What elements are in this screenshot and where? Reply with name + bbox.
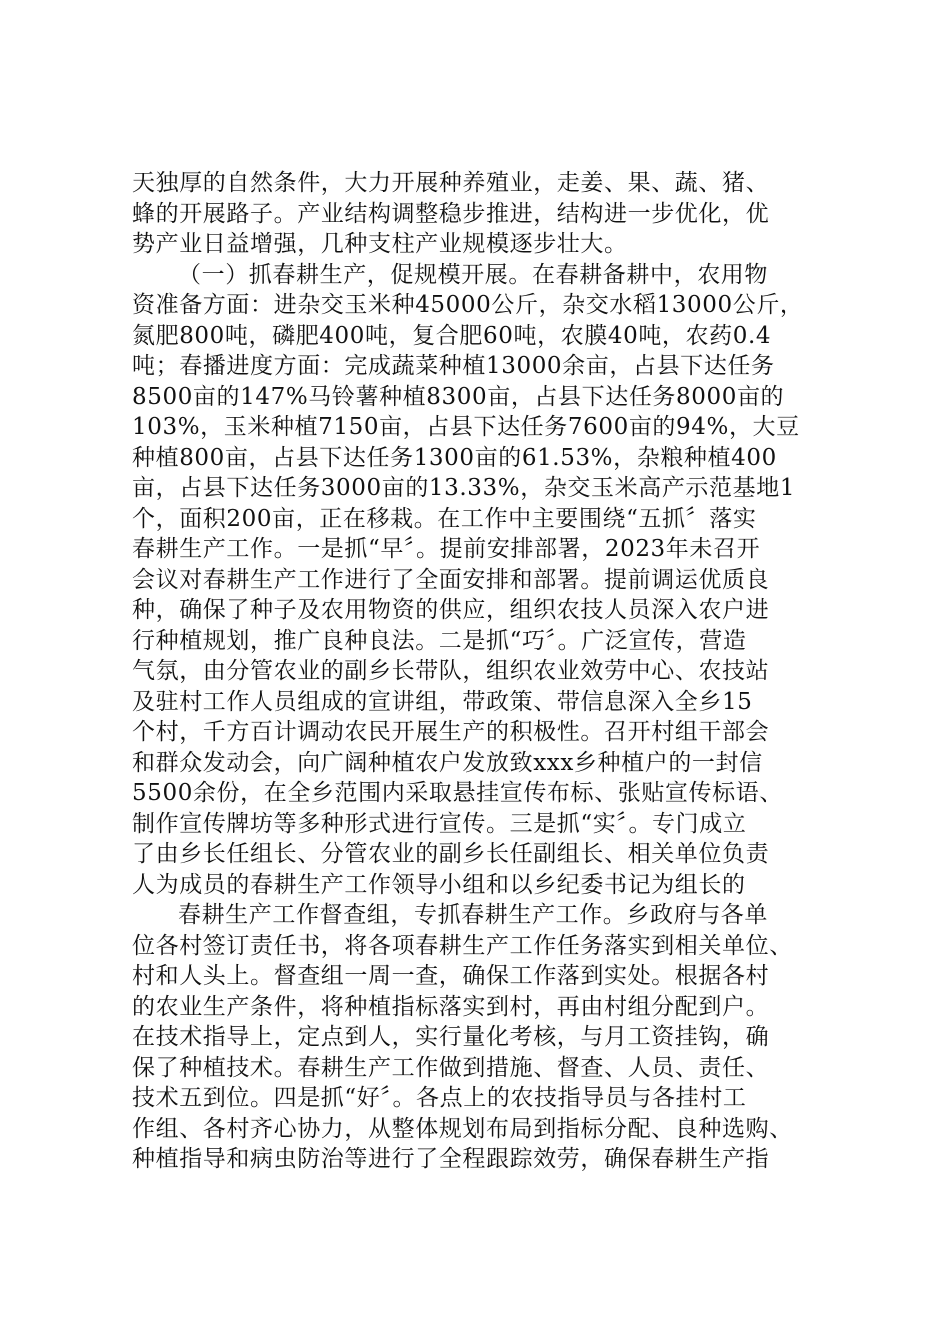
- text-line: 亩，占县下达任务3000亩的13.33%，杂交玉米高产示范基地1: [132, 475, 796, 501]
- text-line: 气氛，由分管农业的副乡长带队，组织农业效劳中心、农技站: [132, 658, 770, 684]
- text-line: 个村，千方百计调动农民开展生产的积极性。召开村组干部会: [132, 719, 770, 745]
- text-line: 位各村签订责任书，将各项春耕生产工作任务落实到相关单位、: [132, 932, 793, 959]
- text-line: 吨；春播进度方面：完成蔬菜种植13000余亩，占县下达任务: [132, 353, 775, 379]
- body-text: [132, 168, 832, 1175]
- text-line: 蜂的开展路子。产业结构调整稳步推进，结构进一步优化，优: [132, 200, 770, 227]
- text-line: 技术五到位。四是抓“好〞。各点上的农技指导员与各挂村工: [132, 1085, 747, 1111]
- text-line: 及驻村工作人员组成的宣讲组，带政策、带信息深入全乡15: [132, 688, 753, 715]
- text-line: 资准备方面：进杂交玉米种45000公斤，杂交水稻13000公斤，: [132, 292, 804, 318]
- text-line: 人为成员的春耕生产工作领导小组和以乡纪委书记为组长的: [132, 871, 746, 898]
- text-line: 会议对春耕生产工作进行了全面安排和部署。提前调运优质良: [132, 566, 770, 593]
- text-line: 在技术指导上，定点到人，实行量化考核，与月工资挂钩，确: [132, 1024, 770, 1050]
- text-line: 保了种植技术。春耕生产工作做到措施、督查、人员、责任、: [132, 1054, 770, 1081]
- text-line: 8500亩的147%马铃薯种植8300亩，占县下达任务8000亩的: [132, 383, 785, 410]
- text-line: 个，面积200亩，正在移栽。在工作中主要围绕“五抓〞落实: [132, 505, 757, 532]
- text-line: 了由乡长任组长、分管农业的副乡长任副组长、相关单位负责: [132, 841, 770, 867]
- text-line: 种，确保了种子及农用物资的供应，组织农技人员深入农户进: [132, 597, 770, 623]
- text-line: 氮肥800吨，磷肥400吨，复合肥60吨，农膜40吨，农药0.4: [132, 322, 772, 349]
- paragraph-start-line: （一）抓春耕生产，促规模开展。在春耕备耕中，农用物: [178, 261, 768, 288]
- text-line: 103%，玉米种植7150亩，占县下达任务7600亩的94%，大豆: [132, 414, 800, 440]
- text-line: 5500余份，在全乡范围内采取悬挂宣传布标、张贴宣传标语、: [132, 780, 783, 806]
- text-line: 村和人头上。督查组一周一查，确保工作落到实处。根据各村: [132, 963, 770, 989]
- text-line: 势产业日益增强，几种支柱产业规模逐步壮大。: [132, 231, 628, 257]
- text-line: 种植指导和病虫防治等进行了全程跟踪效劳，确保春耕生产指: [132, 1146, 770, 1172]
- text-line: 天独厚的自然条件，大力开展种养殖业，走姜、果、蔬、猪、: [132, 170, 770, 196]
- text-line: 种植800亩，占县下达任务1300亩的61.53%，杂粮种植400: [132, 444, 777, 471]
- text-line: 行种植规划，推广良种良法。二是抓“巧〞。广泛宣传，营造: [132, 627, 747, 654]
- text-line: 制作宣传牌坊等多种形式进行宣传。三是抓“实〞。专门成立: [132, 810, 747, 837]
- paragraph-start-line: 春耕生产工作督查组，专抓春耕生产工作。乡政府与各单: [178, 902, 768, 928]
- text-line: 的农业生产条件，将种植指标落实到村，再由村组分配到户。: [132, 993, 770, 1020]
- text-line: 春耕生产工作。一是抓“早〞。提前安排部署，2023年未召开: [132, 536, 761, 562]
- text-line: 和群众发动会，向广阔种植农户发放致xxx乡种植户的一封信: [132, 749, 763, 776]
- text-line: 作组、各村齐心协力，从整体规划布局到指标分配、良种选购、: [132, 1115, 793, 1142]
